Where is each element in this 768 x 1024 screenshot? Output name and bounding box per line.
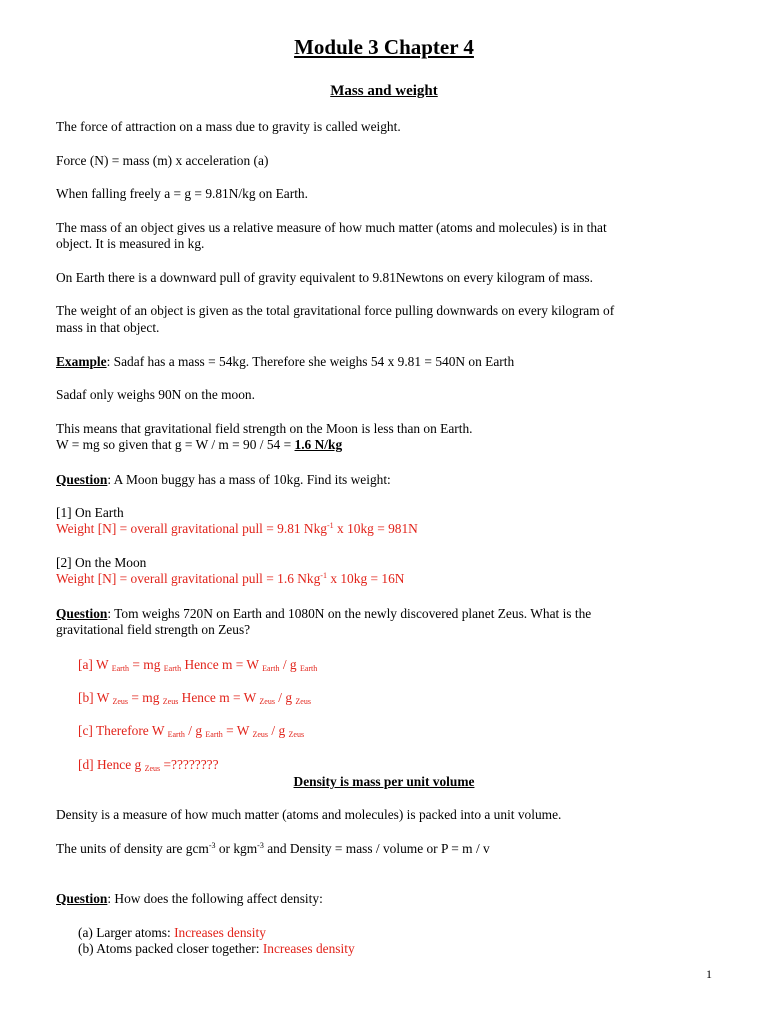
list-item-label: (b) Atoms packed closer together: — [78, 941, 263, 956]
paragraph-text: The units of density are gcm — [56, 841, 209, 856]
paragraph: Force (N) = mass (m) x acceleration (a) — [56, 153, 269, 168]
paragraph: Density is a measure of how much matter (atoms and molecules) is packed into a unit volume. — [56, 807, 562, 822]
step-text: [b] W — [78, 690, 113, 705]
formula-line — [56, 437, 342, 453]
answer-line — [56, 571, 404, 587]
step-text: / g — [268, 723, 289, 738]
formula-text: W = mg so given that g = W / m = 90 / 54 = — [56, 437, 295, 452]
subscript: Zeus — [295, 697, 311, 706]
step-text: = mg — [129, 657, 164, 672]
example-text: : Sadaf has a mass = 54kg. Therefore she weighs 54 x 9.81 = 540N on Earth — [106, 354, 515, 369]
answer-text: Weight [N] = overall gravitational pull = 9.81 Nkg — [56, 521, 327, 536]
step-text: / g — [184, 723, 206, 738]
question-label: Question — [56, 606, 108, 621]
section-heading-mass-weight: Mass and weight — [330, 83, 438, 99]
paragraph: object. It is measured in kg. — [56, 236, 205, 251]
answer-text: Weight [N] = overall gravitational pull = 1.6 Nkg — [56, 571, 321, 586]
step-text: [c] Therefore W — [78, 723, 168, 738]
subscript: Earth — [163, 664, 182, 673]
subscript: Zeus — [112, 697, 129, 706]
step-text: [d] Hence g — [78, 757, 145, 772]
question-label: Question — [56, 472, 108, 487]
subscript: Zeus — [144, 764, 161, 773]
question-text: gravitational field strength on Zeus? — [56, 622, 251, 637]
question-2 — [56, 606, 591, 622]
answer-text: x 10kg = 16N — [326, 571, 405, 586]
list-item-answer: Increases density — [174, 925, 266, 940]
question-text: : Tom weighs 720N on Earth and 1080N on the newly discovered planet Zeus. What is the — [107, 606, 592, 621]
subscript: Earth — [167, 730, 185, 739]
step-a — [78, 657, 317, 673]
list-item-answer: Increases density — [262, 941, 355, 956]
subscript: Zeus — [252, 730, 269, 739]
superscript: -1 — [327, 521, 334, 530]
question-1 — [56, 472, 391, 488]
paragraph: On Earth there is a downward pull of gravity equivalent to 9.81Newtons on every kilogram of mass. — [56, 270, 593, 285]
example-line — [56, 354, 514, 370]
paragraph: Sadaf only weighs 90N on the moon. — [56, 387, 255, 402]
step-text: Hence m = W — [178, 690, 260, 705]
example-label: Example — [56, 354, 107, 369]
list-item — [78, 925, 266, 941]
page-number: 1 — [706, 967, 712, 981]
subscript: Earth — [262, 664, 280, 673]
step-text: = W — [222, 723, 253, 738]
superscript: -3 — [208, 841, 216, 850]
step-b — [78, 690, 311, 706]
step-c — [78, 723, 304, 739]
step-text: / g — [274, 690, 296, 705]
subscript: Earth — [299, 664, 318, 673]
subscript: Zeus — [288, 730, 305, 739]
paragraph: The mass of an object gives us a relative measure of how much matter (atoms and molecules) is in that — [56, 220, 607, 235]
list-item — [78, 941, 355, 957]
subscript: Zeus — [162, 697, 179, 706]
paragraph-text: and Density = mass / volume or P = m / v — [263, 841, 490, 856]
list-item-label: (a) Larger atoms: — [78, 925, 175, 940]
density-units-line — [56, 841, 490, 857]
subscript: Earth — [111, 664, 130, 673]
question-3 — [56, 891, 323, 907]
step-text: =???????? — [160, 757, 219, 772]
question-text: : A Moon buggy has a mass of 10kg. Find its weight: — [107, 472, 391, 487]
paragraph: mass in that object. — [56, 320, 160, 335]
question-label: Question — [56, 891, 108, 906]
page-title: Module 3 Chapter 4 — [294, 35, 474, 59]
paragraph: This means that gravitational field strength on the Moon is less than on Earth. — [56, 421, 473, 436]
subscript: Earth — [205, 730, 223, 739]
paragraph: The force of attraction on a mass due to gravity is called weight. — [56, 119, 401, 134]
subscript: Zeus — [259, 697, 275, 706]
question-part-label: [1] On Earth — [56, 505, 124, 520]
answer-line — [56, 521, 418, 537]
section-heading-density: Density is mass per unit volume — [293, 774, 475, 789]
superscript: -3 — [257, 841, 264, 850]
step-d — [78, 757, 219, 773]
paragraph: When falling freely a = g = 9.81N/kg on Earth. — [56, 186, 308, 201]
answer-text: x 10kg = 981N — [333, 521, 418, 536]
step-text: = mg — [128, 690, 163, 705]
formula-answer: 1.6 N/kg — [294, 437, 343, 452]
paragraph: The weight of an object is given as the total gravitational force pulling downwards on every kilogram of — [56, 303, 615, 318]
paragraph-text: or kgm — [215, 841, 258, 856]
step-text: Hence m = W — [181, 657, 263, 672]
step-text: / g — [279, 657, 300, 672]
step-text: [a] W — [78, 657, 112, 672]
superscript: -1 — [320, 571, 327, 580]
question-part-label: [2] On the Moon — [56, 555, 147, 570]
question-text: : How does the following affect density: — [107, 891, 323, 906]
